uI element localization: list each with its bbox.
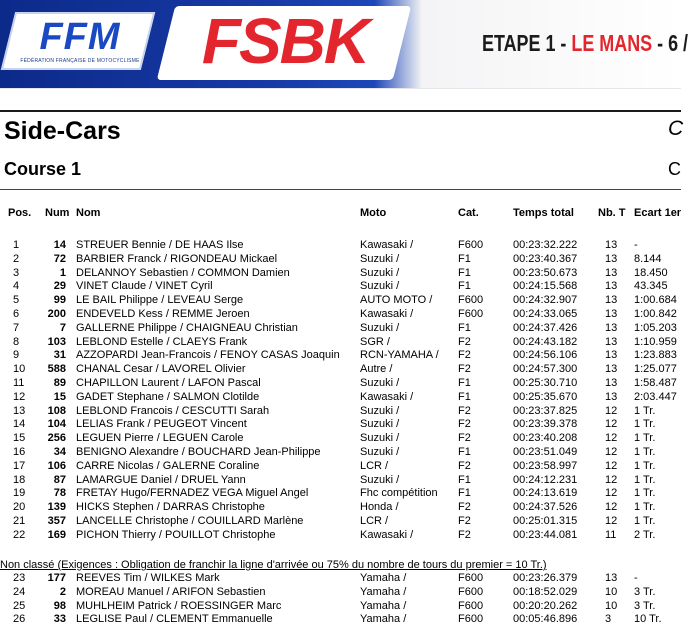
cell-num: 89 — [53, 377, 66, 389]
cell-temps: 00:24:32.907 — [513, 294, 578, 307]
cell-moto: Yamaha / — [360, 585, 407, 598]
cell-num: 31 — [53, 349, 66, 362]
cell-nbt: 10 — [605, 599, 618, 612]
cell-moto: Suzuki / — [360, 432, 400, 445]
cell-nbt: 13 — [605, 321, 618, 334]
cell-cat: F2 — [458, 459, 471, 472]
event-stage-label — [482, 30, 688, 56]
cell-nom: HICKS Stephen / DARRAS Christophe — [76, 501, 265, 514]
cell-temps: 00:23:39.378 — [513, 418, 578, 431]
cell-cat: F2 — [458, 515, 471, 527]
cell-ecart: 1 Tr. — [634, 473, 656, 486]
cell-ecart: 1 Tr. — [634, 487, 656, 500]
cell-cat: F2 — [458, 528, 471, 541]
cell-ecart: 1 Tr. — [634, 418, 656, 431]
table-row — [0, 404, 681, 418]
cell-temps: 00:23:50.673 — [513, 266, 578, 279]
cell-pos: 16 — [13, 446, 26, 458]
cell-ecart: 2:03.447 — [634, 390, 677, 403]
table-row — [0, 307, 681, 321]
table-row — [0, 362, 681, 376]
cell-temps: 00:23:26.379 — [513, 572, 578, 584]
cell-nom: CHAPILLON Laurent / LAFON Pascal — [76, 377, 261, 389]
cell-nbt: 13 — [605, 239, 618, 251]
cell-ecart: 1:00.842 — [634, 308, 677, 320]
cell-pos: 25 — [13, 599, 26, 612]
cell-num: 588 — [47, 363, 66, 376]
cell-temps: 00:25:35.670 — [513, 390, 578, 403]
cell-ecart: 1 Tr. — [634, 446, 656, 458]
cell-temps: 00:18:52.029 — [513, 585, 578, 598]
table-row — [0, 417, 681, 431]
cell-pos: 7 — [13, 321, 20, 334]
cell-nom: CHANAL Cesar / LAVOREL Olivier — [76, 363, 246, 376]
cell-cat: F600 — [458, 294, 484, 307]
cell-ecart: 1:10.959 — [634, 335, 677, 348]
cell-moto: Suzuki / — [360, 418, 400, 431]
cell-nbt: 12 — [605, 459, 618, 472]
cell-nbt: 12 — [605, 487, 618, 500]
cell-nbt: 13 — [605, 308, 618, 320]
cell-nom: BENIGNO Alexandre / BOUCHARD Jean-Philippe — [76, 446, 321, 458]
cell-pos: 2 — [13, 252, 20, 265]
cell-pos: 14 — [13, 418, 26, 431]
cell-num: 139 — [47, 501, 66, 514]
cell-cat: F2 — [458, 501, 471, 514]
cell-num: 29 — [53, 280, 66, 293]
cell-num: 177 — [47, 572, 66, 584]
cell-nom: LELIAS Frank / PEUGEOT Vincent — [76, 418, 247, 431]
cell-moto: Kawasaki / — [360, 308, 414, 320]
cell-pos: 22 — [13, 528, 26, 541]
table-row — [0, 321, 681, 335]
cell-nbt: 13 — [605, 280, 618, 293]
cell-nbt: 13 — [605, 390, 618, 403]
cell-cat: F600 — [458, 308, 484, 320]
cell-cat: F1 — [458, 446, 471, 458]
table-row — [0, 252, 681, 266]
cell-nbt: 13 — [605, 294, 618, 307]
cell-cat: F1 — [458, 252, 471, 265]
cell-nom: PICHON Thierry / POUILLOT Christophe — [76, 528, 276, 541]
cell-ecart: 1:00.684 — [634, 294, 677, 307]
cell-moto: LCR / — [360, 515, 389, 527]
cell-pos: 11 — [13, 377, 25, 389]
cell-pos: 23 — [13, 572, 26, 584]
fsbk-logo: FSBK — [201, 5, 369, 77]
table-row — [0, 459, 681, 473]
cell-temps: 00:25:01.315 — [513, 515, 578, 527]
cell-cat: F1 — [458, 390, 471, 403]
cell-nbt: 13 — [605, 252, 618, 265]
cell-cat: F1 — [458, 377, 471, 389]
cell-pos: 20 — [13, 501, 26, 514]
col-header-cat: Cat. — [458, 207, 479, 219]
cell-temps: 00:24:56.106 — [513, 349, 578, 362]
cell-pos: 1 — [13, 239, 20, 251]
cell-cat: F600 — [458, 572, 484, 584]
col-header-moto: Moto — [360, 207, 387, 219]
cell-nom: LEBLOND Francois / CESCUTTI Sarah — [76, 404, 270, 417]
cell-nbt: 12 — [605, 446, 618, 458]
stage-suffix: - 6 / — [652, 30, 688, 56]
cell-ecart: 43.345 — [634, 280, 668, 293]
cell-ecart: 3 Tr. — [634, 599, 656, 612]
cell-nom: STREUER Bennie / DE HAAS Ilse — [76, 239, 244, 251]
cell-ecart: 1 Tr. — [634, 459, 656, 472]
table-row — [0, 279, 681, 293]
cell-num: 34 — [53, 446, 66, 458]
table-row — [0, 473, 681, 487]
cell-temps: 00:23:58.997 — [513, 459, 578, 472]
cell-temps: 00:24:15.568 — [513, 280, 578, 293]
table-row — [0, 293, 681, 307]
non-classe-note: Non classé (Exigences : Obligation de franchir la ligne d'arrivée ou 75% du nombre de tours du premier = 10 Tr.) — [0, 559, 547, 571]
cell-pos: 13 — [13, 404, 26, 417]
cell-nom: MOREAU Manuel / ARIFON Sebastien — [76, 585, 266, 598]
cell-cat: F2 — [458, 418, 471, 431]
cell-pos: 24 — [13, 585, 26, 598]
cell-num: 78 — [53, 487, 66, 500]
cell-temps: 00:23:44.081 — [513, 528, 578, 541]
stage-location: LE MANS — [571, 30, 653, 56]
col-header-pos: Pos. — [8, 207, 32, 219]
cell-num: 169 — [47, 528, 66, 541]
cell-temps: 00:24:13.619 — [513, 487, 578, 500]
cell-nom: FRETAY Hugo/FERNADEZ VEGA Miguel Angel — [76, 487, 309, 500]
cell-nom: BARBIER Franck / RIGONDEAU Mickael — [76, 252, 278, 265]
cell-num: 108 — [47, 404, 66, 417]
cell-num: 2 — [59, 585, 66, 598]
cell-cat: F600 — [458, 585, 484, 598]
cell-temps: 00:24:33.065 — [513, 308, 578, 320]
cell-nom: GADET Stephane / SALMON Clotilde — [76, 390, 260, 403]
table-row — [0, 585, 681, 599]
cell-moto: Suzuki / — [360, 252, 400, 265]
cell-ecart: 1:25.077 — [634, 363, 677, 376]
cell-nom: VINET Claude / VINET Cyril — [76, 280, 213, 293]
ffm-logo: FFM — [39, 16, 121, 58]
cell-cat: F1 — [458, 280, 471, 293]
cell-temps: 00:23:37.825 — [513, 404, 578, 417]
table-row — [0, 612, 681, 626]
cell-temps: 00:23:40.208 — [513, 432, 578, 445]
cell-ecart: 2 Tr. — [634, 528, 656, 541]
cell-nbt: 13 — [605, 266, 618, 279]
header-divider-band — [0, 88, 681, 107]
cell-cat: F600 — [458, 613, 484, 626]
cell-pos: 18 — [13, 473, 26, 486]
table-row — [0, 266, 681, 280]
event-banner — [0, 0, 688, 88]
cell-num: 103 — [47, 335, 66, 348]
cell-ecart: 1:05.203 — [634, 321, 677, 334]
cell-nom: AZZOPARDI Jean-Francois / FENOY CASAS Joaquin — [76, 349, 340, 362]
cell-ecart: 1 Tr. — [634, 432, 656, 445]
cell-nbt: 12 — [605, 515, 618, 527]
cell-pos: 8 — [13, 335, 20, 348]
cell-nbt: 13 — [605, 349, 618, 362]
table-row — [0, 500, 681, 514]
cell-nom: MUHLHEIM Patrick / ROESSINGER Marc — [76, 599, 282, 612]
page-title: Side-Cars — [4, 117, 121, 145]
cell-num: 72 — [53, 252, 66, 265]
col-header-nbt: Nb. T — [598, 207, 626, 219]
col-header-nom: Nom — [76, 207, 101, 219]
cell-moto: Yamaha / — [360, 613, 407, 626]
cell-num: 106 — [47, 459, 66, 472]
table-row — [0, 348, 681, 362]
cell-moto: Suzuki / — [360, 321, 400, 334]
col-header-ecart: Ecart 1er — [634, 207, 682, 219]
cell-num: 357 — [47, 515, 66, 527]
title-rule — [0, 189, 681, 190]
cell-cat: F1 — [458, 321, 471, 334]
cell-num: 15 — [53, 390, 66, 403]
table-row — [0, 486, 681, 500]
cell-cat: F1 — [458, 487, 471, 500]
cell-num: 99 — [53, 294, 66, 307]
table-row — [0, 390, 681, 404]
cell-nom: LEGLISE Paul / CLEMENT Emmanuelle — [76, 613, 273, 626]
cell-cat: F2 — [458, 363, 471, 376]
cell-nom: LANCELLE Christophe / COUILLARD Marlène — [76, 515, 304, 527]
cell-num: 1 — [59, 266, 66, 279]
cell-pos: 4 — [13, 280, 20, 293]
cell-cat: F2 — [458, 349, 471, 362]
stage-prefix: ETAPE 1 - — [482, 30, 572, 56]
cell-pos: 12 — [13, 390, 26, 403]
cell-moto: Honda / — [360, 501, 399, 514]
cell-moto: SGR / — [360, 335, 390, 348]
cell-moto: RCN-YAMAHA / — [360, 349, 439, 362]
table-row — [0, 376, 681, 390]
cell-ecart: 8.144 — [634, 252, 662, 265]
cell-nbt: 11 — [605, 528, 617, 541]
cell-pos: 21 — [13, 515, 26, 527]
cell-pos: 3 — [13, 266, 20, 279]
cell-pos: 9 — [13, 349, 20, 362]
cell-nbt: 12 — [605, 473, 618, 486]
cell-nom: GALLERNE Philippe / CHAIGNEAU Christian — [76, 321, 298, 334]
cell-nbt: 12 — [605, 432, 618, 445]
cell-ecart: - — [634, 572, 638, 584]
cell-nbt: 13 — [605, 572, 618, 584]
table-row — [0, 238, 681, 252]
col-header-temps: Temps total — [513, 207, 574, 219]
cell-temps: 00:24:43.182 — [513, 335, 578, 348]
cell-temps: 00:25:30.710 — [513, 377, 578, 389]
cell-num: 14 — [53, 239, 66, 251]
cell-nbt: 10 — [605, 585, 618, 598]
cell-nbt: 13 — [605, 335, 618, 348]
cell-cat: F600 — [458, 599, 484, 612]
cell-pos: 17 — [13, 459, 26, 472]
cell-temps: 00:24:37.426 — [513, 321, 578, 334]
cell-moto: LCR / — [360, 459, 389, 472]
top-rule — [0, 110, 681, 112]
cell-moto: Suzuki / — [360, 446, 400, 458]
cell-pos: 10 — [13, 363, 26, 376]
table-row — [0, 528, 681, 542]
cell-num: 200 — [47, 308, 66, 320]
cell-num: 256 — [47, 432, 66, 445]
cell-moto: Suzuki / — [360, 377, 400, 389]
cell-moto: Kawasaki / — [360, 528, 414, 541]
cell-moto: Yamaha / — [360, 599, 407, 612]
cell-ecart: - — [634, 239, 638, 251]
table-row — [0, 571, 681, 585]
table-row — [0, 335, 681, 349]
cell-moto: Kawasaki / — [360, 390, 414, 403]
cell-moto: Suzuki / — [360, 280, 400, 293]
cell-num: 98 — [53, 599, 66, 612]
cell-nom: ENDEVELD Kess / REMME Jeroen — [76, 308, 250, 320]
cell-nbt: 12 — [605, 404, 618, 417]
cell-nom: LEBLOND Estelle / CLAEYS Frank — [76, 335, 248, 348]
cell-num: 7 — [59, 321, 66, 334]
cell-ecart: 1 Tr. — [634, 404, 656, 417]
cell-temps: 00:23:51.049 — [513, 446, 578, 458]
cell-cat: F600 — [458, 239, 484, 251]
cell-temps: 00:24:37.526 — [513, 501, 578, 514]
cell-moto: Suzuki / — [360, 266, 400, 279]
cropped-header-text: C — [668, 159, 681, 179]
cell-cat: F1 — [458, 473, 471, 486]
cell-moto: Fhc compétition — [360, 487, 438, 500]
cell-num: 104 — [47, 418, 66, 431]
cell-moto: Kawasaki / — [360, 239, 414, 251]
cell-temps: 00:24:12.231 — [513, 473, 578, 486]
cell-temps: 00:23:32.222 — [513, 239, 578, 251]
ffm-logo-subtitle: FÉDÉRATION FRANÇAISE DE MOTOCYCLISME — [20, 58, 140, 64]
cell-moto: AUTO MOTO / — [360, 294, 433, 307]
cell-nom: DELANNOY Sebastien / COMMON Damien — [76, 266, 290, 279]
cell-nbt: 3 — [605, 613, 612, 626]
cell-moto: Suzuki / — [360, 404, 400, 417]
col-header-num: Num — [45, 207, 70, 219]
cell-nom: REEVES Tim / WILKES Mark — [76, 572, 220, 584]
cell-nbt: 13 — [605, 377, 618, 389]
cell-cat: F2 — [458, 335, 471, 348]
cell-pos: 15 — [13, 432, 26, 445]
cell-cat: F2 — [458, 404, 471, 417]
cell-nbt: 13 — [605, 363, 618, 376]
cell-moto: Yamaha / — [360, 572, 407, 584]
cell-temps: 00:05:46.896 — [513, 613, 578, 626]
table-row — [0, 599, 681, 613]
cell-temps: 00:20:20.262 — [513, 599, 578, 612]
cell-cat: F2 — [458, 432, 471, 445]
cell-nbt: 12 — [605, 418, 618, 431]
cell-pos: 19 — [13, 487, 26, 500]
cell-ecart: 1 Tr. — [634, 501, 656, 514]
page-subtitle: Course 1 — [4, 159, 82, 179]
cell-nom: LE BAIL Philippe / LEVEAU Serge — [76, 294, 244, 307]
cell-ecart: 1:58.487 — [634, 377, 677, 389]
cell-num: 87 — [53, 473, 66, 486]
cell-cat: F1 — [458, 266, 471, 279]
cell-nom: LAMARGUE Daniel / DRUEL Yann — [76, 473, 246, 486]
cell-ecart: 1 Tr. — [634, 515, 656, 527]
cell-temps: 00:24:57.300 — [513, 363, 578, 376]
cell-pos: 26 — [13, 613, 26, 626]
cell-ecart: 3 Tr. — [634, 585, 656, 598]
cell-pos: 6 — [13, 308, 20, 320]
cell-ecart: 10 Tr. — [634, 613, 662, 626]
cell-nom: CARRE Nicolas / GALERNE Coraline — [76, 459, 260, 472]
table-row — [0, 431, 681, 445]
cell-pos: 5 — [13, 294, 20, 307]
cropped-header-text: C — [668, 117, 684, 140]
cell-temps: 00:23:40.367 — [513, 252, 578, 265]
cell-ecart: 18.450 — [634, 266, 668, 279]
cell-nom: LEGUEN Pierre / LEGUEN Carole — [76, 432, 244, 445]
table-row — [0, 514, 681, 528]
cell-ecart: 1:23.883 — [634, 349, 677, 362]
table-row — [0, 445, 681, 459]
cell-nbt: 12 — [605, 501, 618, 514]
cell-moto: Autre / — [360, 363, 393, 376]
cell-num: 33 — [53, 613, 66, 626]
cell-moto: Suzuki / — [360, 473, 400, 486]
